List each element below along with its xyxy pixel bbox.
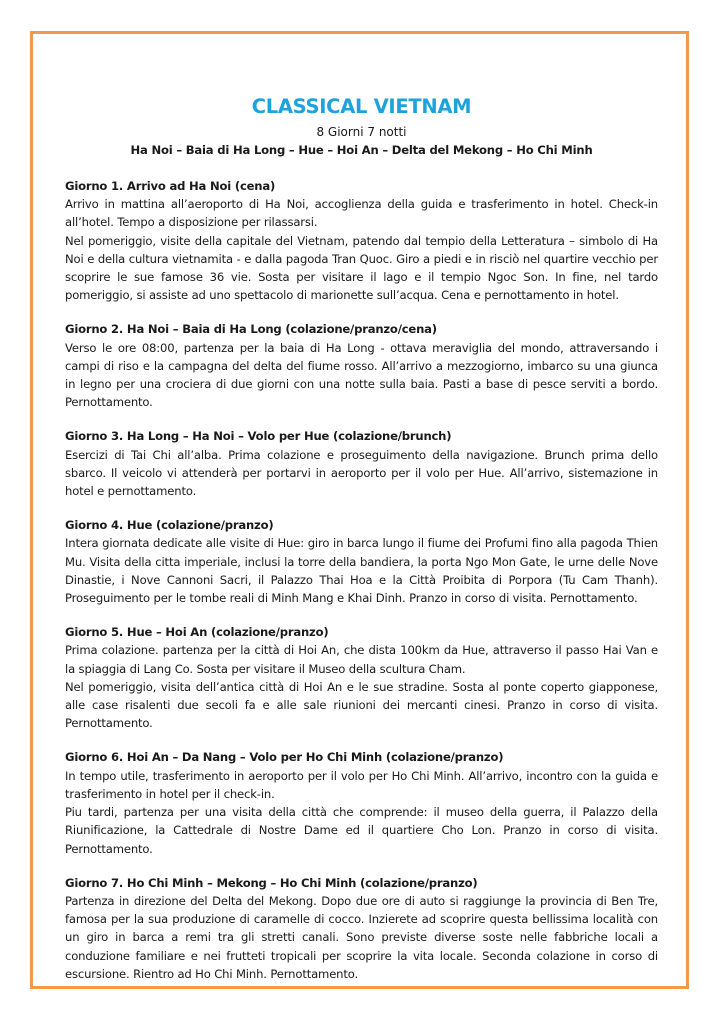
day-heading: Giorno 1. Arrivo ad Ha Noi (cena) — [65, 179, 276, 193]
day-paragraph: Piu tardi, partenza per una visita della città che comprende: il museo della guerra, il Palazzo della Riunificazione, la Cattedrale di Nostre Dame ed il quartiere Cho Lon. Pranzo in corso di visita. Pernottamento. — [65, 805, 658, 856]
day-4 — [65, 516, 658, 607]
tour-route: Ha Noi – Baia di Ha Long – Hue – Hoi An – Delta del Mekong – Ho Chi Minh — [130, 143, 593, 157]
day-paragraph: Prima colazione. partenza per la città di Hoi An, che dista 100km da Hue, attraverso il passo Hai Van e la spiaggia di Lang Co. Sosta per visitare il Museo della scultura Cham. — [65, 643, 658, 676]
day-paragraph: Partenza in direzione del Delta del Mekong. Dopo due ore di auto si raggiunge la provincia di Ben Tre, famosa per la sua produzione di caramelle di cocco. Inzierete ad scoprire questa bellissima località con un giro in barca a remi tra gli stretti canali. Sono previste diverse soste nelle fabbriche locali a conduzione familiare e nei frutteti tropicali per scoprire la vita locale. Seconda colazione in corso di escursione. Rientro ad Ho Chi Minh. Pernottamento. — [65, 893, 658, 981]
day-paragraph: Intera giornata dedicate alle visite di Hue: giro in barca lungo il fiume dei Profumi fino alla pagoda Thien Mu. Visita della citta imperiale, inclusi la torre della bandiera, la porta Ngo Mon Gate, le urne delle Nove Dinastie, i Nove Cannoni Sacri, il Palazzo Thai Hoa e la Città Proibita di Porpora (Tu Cam Thanh). Proseguimento per le tombe reali di Minh Mang e Khai Dinh. Pranzo in corso di visita. Pernottamento. — [65, 536, 658, 606]
day-1 — [65, 177, 658, 304]
day-paragraph: Nel pomeriggio, visite della capitale del Vietnam, patendo dal tempio della Letteratura – simbolo di Ha Noi e della cultura vietnamita - e dalla pagoda Tran Quoc. Giro a piedi e in risciò nel quartire vecchio per scoprire le sue famose 36 vie. Sosta per visitare il lago e il tempio Ngoc Son. In fine, nel tardo pomeriggio, si assiste ad uno spettacolo di marionette sull’acqua. Cena e pernottamento in hotel. — [65, 233, 658, 303]
day-heading: Giorno 6. Hoi An – Da Nang – Volo per Ho Chi Minh (colazione/pranzo) — [65, 750, 504, 765]
day-7 — [65, 874, 658, 983]
day-paragraph: In tempo utile, trasferimento in aeroporto per il volo per Ho Chi Minh. All’arrivo, incontro con la guida e trasferimento in hotel per il check-in. — [65, 768, 658, 801]
day-paragraph: Arrivo in mattina all’aeroporto di Ha Noi, accoglienza della guida e trasferimento in hotel. Check-in all’hotel. Tempo a disposizione per rilassarsi. — [65, 197, 658, 230]
day-paragraph: Esercizi di Tai Chi all’alba. Prima colazione e proseguimento della navigazione. Brunch prima dello sbarco. Il veicolo vi attenderà per portarvi in aeroporto per il volo per Hue. All’arrivo, sistemazione in hotel e pernottamento. — [65, 447, 658, 499]
day-paragraph: Nel pomeriggio, visita dell’antica città di Hoi An e le sue stradine. Sosta al ponte coperto giapponese, alle case risalenti due secoli fa e alle sale riunioni dei mercanti cinesi. Pranzo in corso di visita. Pernottamento. — [65, 679, 658, 731]
document-subtitle: 8 Giorni 7 notti — [316, 125, 407, 139]
day-heading: Giorno 3. Ha Long – Ha Noi – Volo per Hue (colazione/brunch) — [65, 429, 452, 444]
day-heading: Giorno 4. Hue (colazione/pranzo) — [65, 518, 274, 533]
day-6 — [65, 748, 658, 857]
document-title: CLASSICAL VIETNAM — [251, 95, 472, 118]
day-heading: Giorno 7. Ho Chi Minh – Mekong – Ho Chi Minh (colazione/pranzo) — [65, 875, 478, 890]
day-heading: Giorno 2. Ha Noi – Baia di Ha Long (colazione/pranzo/cena) — [65, 322, 437, 337]
day-5 — [65, 623, 658, 732]
day-3 — [65, 427, 658, 500]
day-paragraph: Verso le ore 08:00, partenza per la baia di Ha Long - ottava meraviglia del mondo, attraversando i campi di riso e la campagna del delta del fiume rosso. All’arrivo a mezzogiorno, imbarco su una giunca in legno per una crociera di due giorni con una notte sulla baia. Pasti a base di pesce serviti a bordo. Pernottamento. — [65, 340, 658, 410]
document-content — [65, 94, 658, 999]
day-heading: Giorno 5. Hue – Hoi An (colazione/pranzo) — [65, 625, 329, 640]
day-2 — [65, 320, 658, 411]
itinerary — [65, 177, 658, 983]
